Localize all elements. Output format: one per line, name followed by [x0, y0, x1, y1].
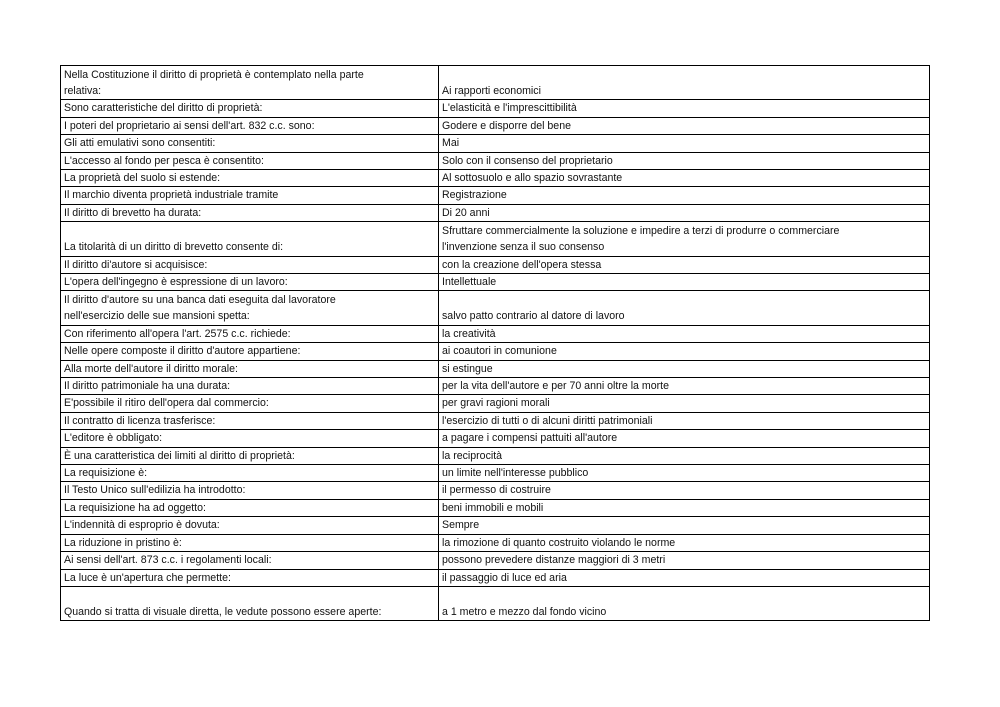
- answer-cell: con la creazione dell'opera stessa: [439, 256, 930, 273]
- table-row: [61, 586, 930, 620]
- answer-cell: Mai: [439, 135, 930, 152]
- table-row: [61, 66, 930, 100]
- question-cell: La riduzione in pristino è:: [61, 534, 439, 551]
- question-cell: Il diritto di brevetto ha durata:: [61, 204, 439, 221]
- table-row: [61, 534, 930, 551]
- table-row: [61, 187, 930, 204]
- question-cell: L'editore è obbligato:: [61, 430, 439, 447]
- answer-cell: l'esercizio di tutti o di alcuni diritti patrimoniali: [439, 412, 930, 429]
- question-cell: La requisizione è:: [61, 465, 439, 482]
- answer-cell: Solo con il consenso del proprietario: [439, 152, 930, 169]
- answer-cell: la rimozione di quanto costruito violando le norme: [439, 534, 930, 551]
- table-row: [61, 170, 930, 187]
- table-row: [61, 274, 930, 291]
- answer-cell: Ai rapporti economici: [439, 66, 930, 100]
- table-row: [61, 569, 930, 586]
- question-cell: Il contratto di licenza trasferisce:: [61, 412, 439, 429]
- table-row: [61, 430, 930, 447]
- question-cell: La proprietà del suolo si estende:: [61, 170, 439, 187]
- table-row: [61, 135, 930, 152]
- question-cell: Ai sensi dell'art. 873 c.c. i regolamenti locali:: [61, 552, 439, 569]
- question-cell: È una caratteristica dei limiti al diritto di proprietà:: [61, 447, 439, 464]
- table-row: [61, 222, 930, 256]
- table-row: [61, 482, 930, 499]
- table-row: [61, 291, 930, 325]
- question-cell: Il diritto patrimoniale ha una durata:: [61, 378, 439, 395]
- answer-cell: Sfruttare commercialmente la soluzione e impedire a terzi di produrre o commerciare l'invenzione senza il suo consenso: [439, 222, 930, 256]
- table-row: [61, 100, 930, 117]
- question-cell: Nella Costituzione il diritto di proprietà è contemplato nella parte relativa:: [61, 66, 439, 100]
- table-row: [61, 360, 930, 377]
- answer-cell: a pagare i compensi pattuiti all'autore: [439, 430, 930, 447]
- table-row: [61, 395, 930, 412]
- table-row: [61, 552, 930, 569]
- answer-cell: il permesso di costruire: [439, 482, 930, 499]
- answer-cell: possono prevedere distanze maggiori di 3 metri: [439, 552, 930, 569]
- question-cell: Il diritto di'autore si acquisisce:: [61, 256, 439, 273]
- answer-cell: per gravi ragioni morali: [439, 395, 930, 412]
- answer-cell: un limite nell'interesse pubblico: [439, 465, 930, 482]
- table-row: [61, 378, 930, 395]
- question-cell: E'possibile il ritiro dell'opera dal commercio:: [61, 395, 439, 412]
- table-row: [61, 325, 930, 342]
- question-cell: I poteri del proprietario ai sensi dell'art. 832 c.c. sono:: [61, 117, 439, 134]
- table-row: [61, 117, 930, 134]
- question-cell: Nelle opere composte il diritto d'autore appartiene:: [61, 343, 439, 360]
- question-cell: Sono caratteristiche del diritto di proprietà:: [61, 100, 439, 117]
- question-cell: Con riferimento all'opera l'art. 2575 c.c. richiede:: [61, 325, 439, 342]
- table-row: [61, 152, 930, 169]
- table-row: [61, 412, 930, 429]
- table-row: [61, 499, 930, 516]
- question-cell: L'indennità di esproprio è dovuta:: [61, 517, 439, 534]
- table-row: [61, 465, 930, 482]
- question-cell: L'accesso al fondo per pesca è consentito:: [61, 152, 439, 169]
- table-row: [61, 343, 930, 360]
- answer-cell: Al sottosuolo e allo spazio sovrastante: [439, 170, 930, 187]
- answer-cell: Registrazione: [439, 187, 930, 204]
- qa-table-body: [61, 66, 930, 621]
- answer-cell: a 1 metro e mezzo dal fondo vicino: [439, 586, 930, 620]
- answer-cell: il passaggio di luce ed aria: [439, 569, 930, 586]
- qa-table: [60, 65, 930, 621]
- question-cell: L'opera dell'ingegno è espressione di un lavoro:: [61, 274, 439, 291]
- question-cell: Il diritto d'autore su una banca dati eseguita dal lavoratore nell'esercizio delle sue mansioni spetta:: [61, 291, 439, 325]
- table-row: [61, 447, 930, 464]
- answer-cell: Di 20 anni: [439, 204, 930, 221]
- question-cell: Quando si tratta di visuale diretta, le vedute possono essere aperte:: [61, 586, 439, 620]
- answer-cell: Godere e disporre del bene: [439, 117, 930, 134]
- table-row: [61, 517, 930, 534]
- question-cell: Il marchio diventa proprietà industriale tramite: [61, 187, 439, 204]
- table-row: [61, 256, 930, 273]
- answer-cell: la creatività: [439, 325, 930, 342]
- question-cell: Alla morte dell'autore il diritto morale:: [61, 360, 439, 377]
- question-cell: Gli atti emulativi sono consentiti:: [61, 135, 439, 152]
- answer-cell: salvo patto contrario al datore di lavoro: [439, 291, 930, 325]
- question-cell: La titolarità di un diritto di brevetto consente di:: [61, 222, 439, 256]
- answer-cell: L'elasticità e l'imprescittibilità: [439, 100, 930, 117]
- answer-cell: beni immobili e mobili: [439, 499, 930, 516]
- answer-cell: la reciprocità: [439, 447, 930, 464]
- answer-cell: Sempre: [439, 517, 930, 534]
- question-cell: La luce è un'apertura che permette:: [61, 569, 439, 586]
- answer-cell: per la vita dell'autore e per 70 anni oltre la morte: [439, 378, 930, 395]
- question-cell: La requisizione ha ad oggetto:: [61, 499, 439, 516]
- question-cell: Il Testo Unico sull'edilizia ha introdotto:: [61, 482, 439, 499]
- answer-cell: si estingue: [439, 360, 930, 377]
- answer-cell: Intellettuale: [439, 274, 930, 291]
- table-row: [61, 204, 930, 221]
- answer-cell: ai coautori in comunione: [439, 343, 930, 360]
